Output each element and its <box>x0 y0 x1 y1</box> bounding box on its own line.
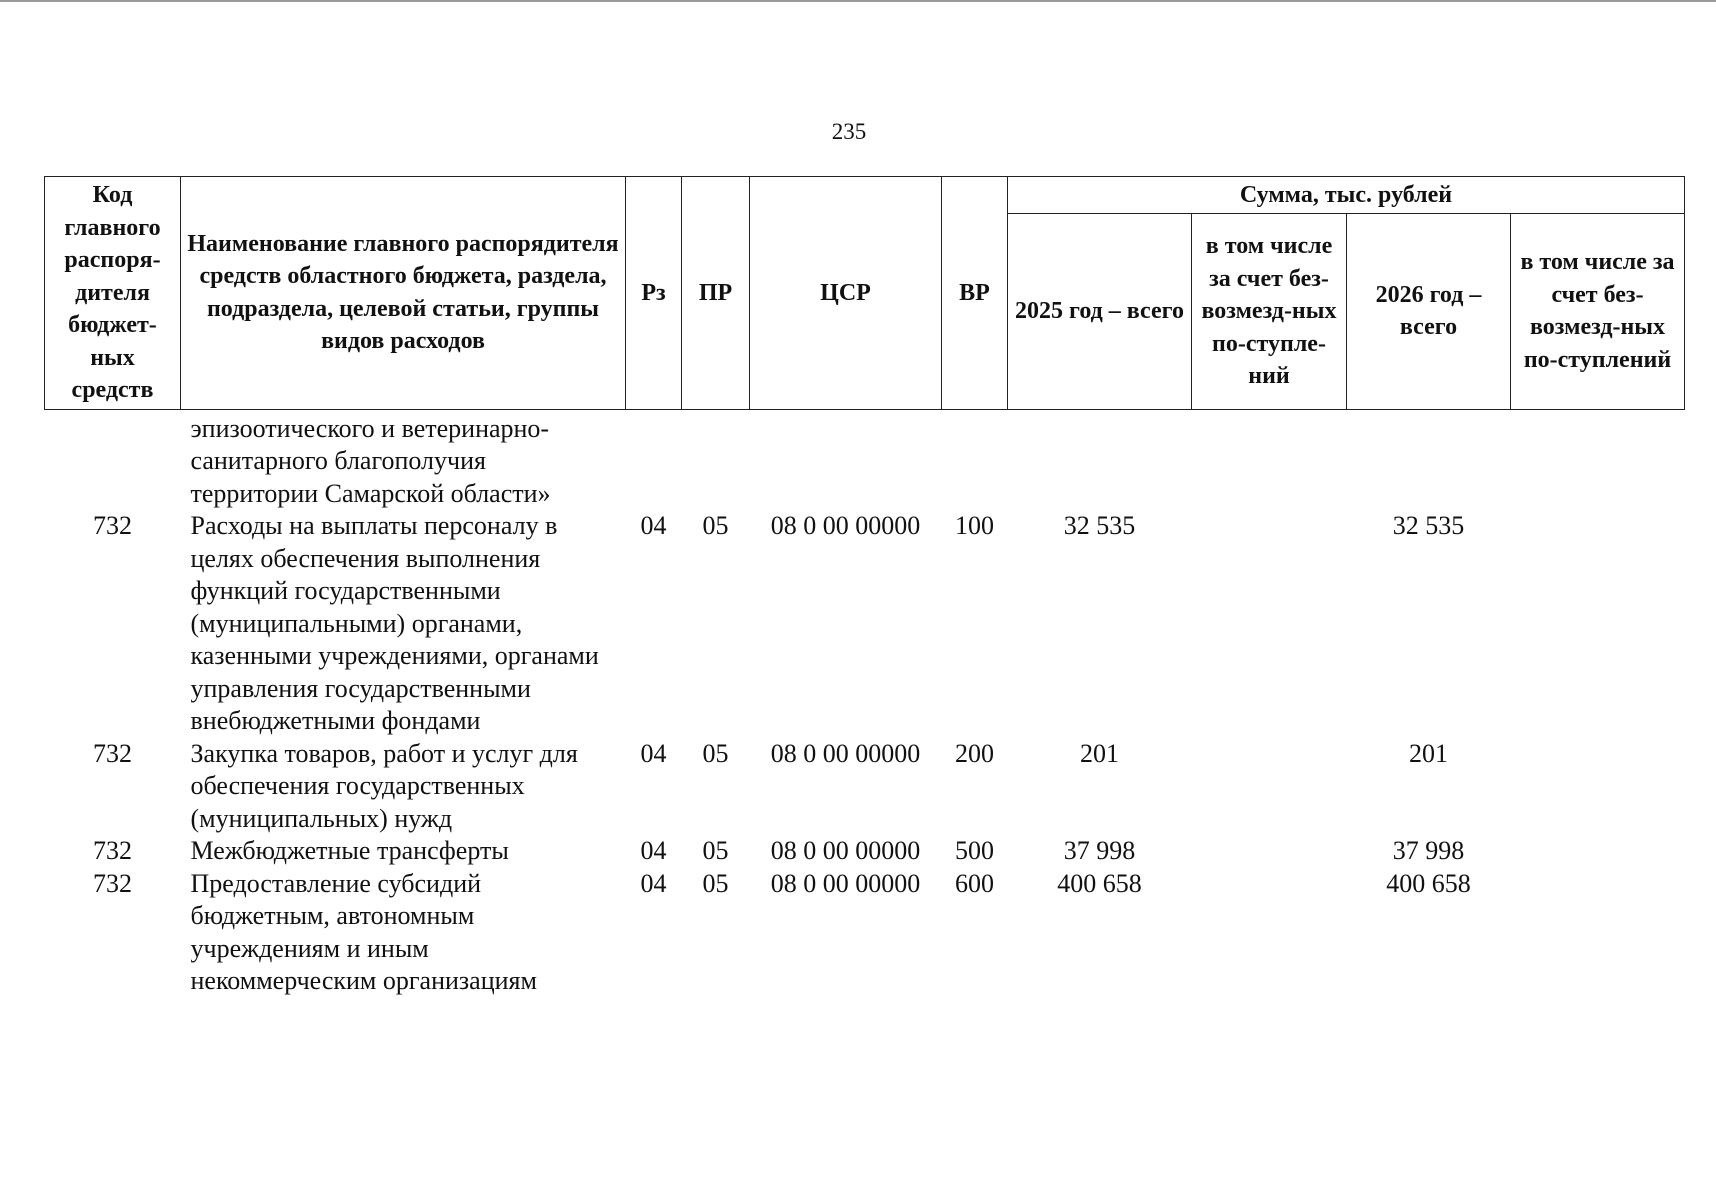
cell-rz: 04 <box>640 868 667 898</box>
cell-code: 732 <box>93 836 132 865</box>
cell-code <box>45 409 181 510</box>
cell-pr: 05 <box>702 738 729 768</box>
cell-name: Расходы на выплаты персоналу в целях обеспечения выполнения функций государственными (муниципальными) органами, казенными учреждениями, органами управления государственными внебюджетными фондами <box>190 511 599 735</box>
cell-2026-free <box>1511 868 1685 998</box>
header-row-top <box>45 177 1685 214</box>
cell-vr: 100 <box>955 511 994 540</box>
cell-pr <box>682 409 750 510</box>
table-row <box>45 409 1685 510</box>
cell-rz: 04 <box>640 836 667 865</box>
table-row <box>45 510 1685 738</box>
cell-name: Закупка товаров, работ и услуг для обеспечения государственных (муниципальных) нужд <box>190 738 578 833</box>
cell-2025-total <box>1008 409 1192 510</box>
cell-csr <box>750 409 942 510</box>
cell-vr: 500 <box>955 836 994 865</box>
cell-rz: 04 <box>640 738 667 768</box>
header-sum-group: Сумма, тыс. рублей <box>1008 177 1685 214</box>
cell-vr: 200 <box>955 738 994 768</box>
cell-name: эпизоотического и ветеринарно-санитарного благополучия территории Самарской области» <box>190 413 551 508</box>
budget-table <box>44 176 1685 998</box>
header-code: Код главного распоря-дителя бюджет-ных средств <box>45 177 181 410</box>
cell-2025-total: 37 998 <box>1063 836 1136 865</box>
cell-2026-total: 32 535 <box>1392 511 1465 540</box>
cell-2026-total: 400 658 <box>1386 868 1471 898</box>
cell-name: Межбюджетные трансферты <box>190 836 509 865</box>
cell-2026-free <box>1511 409 1685 510</box>
header-name: Наименование главного распорядителя средств областного бюджета, раздела, подраздела, целевой статьи, группы видов расходов <box>181 177 626 410</box>
header-rz: Рз <box>626 177 682 410</box>
cell-pr: 05 <box>702 836 729 865</box>
header-vr: ВР <box>942 177 1008 410</box>
cell-2026-free <box>1511 510 1685 738</box>
table-header <box>45 177 1685 410</box>
cell-2025-total: 201 <box>1080 738 1119 768</box>
cell-2026-total: 201 <box>1409 738 1448 768</box>
header-csr: ЦСР <box>750 177 942 410</box>
cell-code: 732 <box>93 511 132 540</box>
page-number: 235 <box>831 119 867 144</box>
header-2025-free: в том числе за счет без-возмезд-ных по-ступле-ний <box>1192 214 1347 410</box>
table-row <box>45 738 1685 836</box>
top-border-line <box>0 0 1716 2</box>
cell-rz <box>626 409 682 510</box>
cell-code: 732 <box>93 738 132 768</box>
cell-csr: 08 0 00 00000 <box>770 836 921 865</box>
header-2025-total: 2025 год – всего <box>1008 214 1192 410</box>
cell-2025-free <box>1192 409 1347 510</box>
cell-2025-free <box>1192 835 1347 868</box>
table-body <box>45 409 1685 998</box>
cell-csr: 08 0 00 00000 <box>770 511 921 540</box>
cell-csr: 08 0 00 00000 <box>770 738 921 768</box>
cell-2025-total: 32 535 <box>1063 511 1136 540</box>
cell-pr: 05 <box>702 511 729 540</box>
cell-2025-free <box>1192 738 1347 836</box>
cell-2025-free <box>1192 868 1347 998</box>
header-pr: ПР <box>682 177 750 410</box>
header-2026-free: в том числе за счет без-возмезд-ных по-ступлений <box>1511 214 1685 410</box>
cell-vr <box>942 409 1008 510</box>
cell-name: Предоставление субсидий бюджетным, автономным учреждениям и иным некоммерческим организациям <box>190 868 537 995</box>
cell-2026-total <box>1347 409 1511 510</box>
cell-2025-free <box>1192 510 1347 738</box>
cell-pr: 05 <box>702 868 729 898</box>
cell-2026-free <box>1511 738 1685 836</box>
cell-code: 732 <box>93 868 132 898</box>
header-2026-total: 2026 год – всего <box>1347 214 1511 410</box>
cell-2026-free <box>1511 835 1685 868</box>
cell-vr: 600 <box>955 868 994 898</box>
cell-2026-total: 37 998 <box>1392 836 1465 865</box>
cell-rz: 04 <box>640 511 667 540</box>
table-row <box>45 868 1685 998</box>
cell-2025-total: 400 658 <box>1057 868 1142 898</box>
cell-csr: 08 0 00 00000 <box>770 868 921 898</box>
table-row <box>45 835 1685 868</box>
